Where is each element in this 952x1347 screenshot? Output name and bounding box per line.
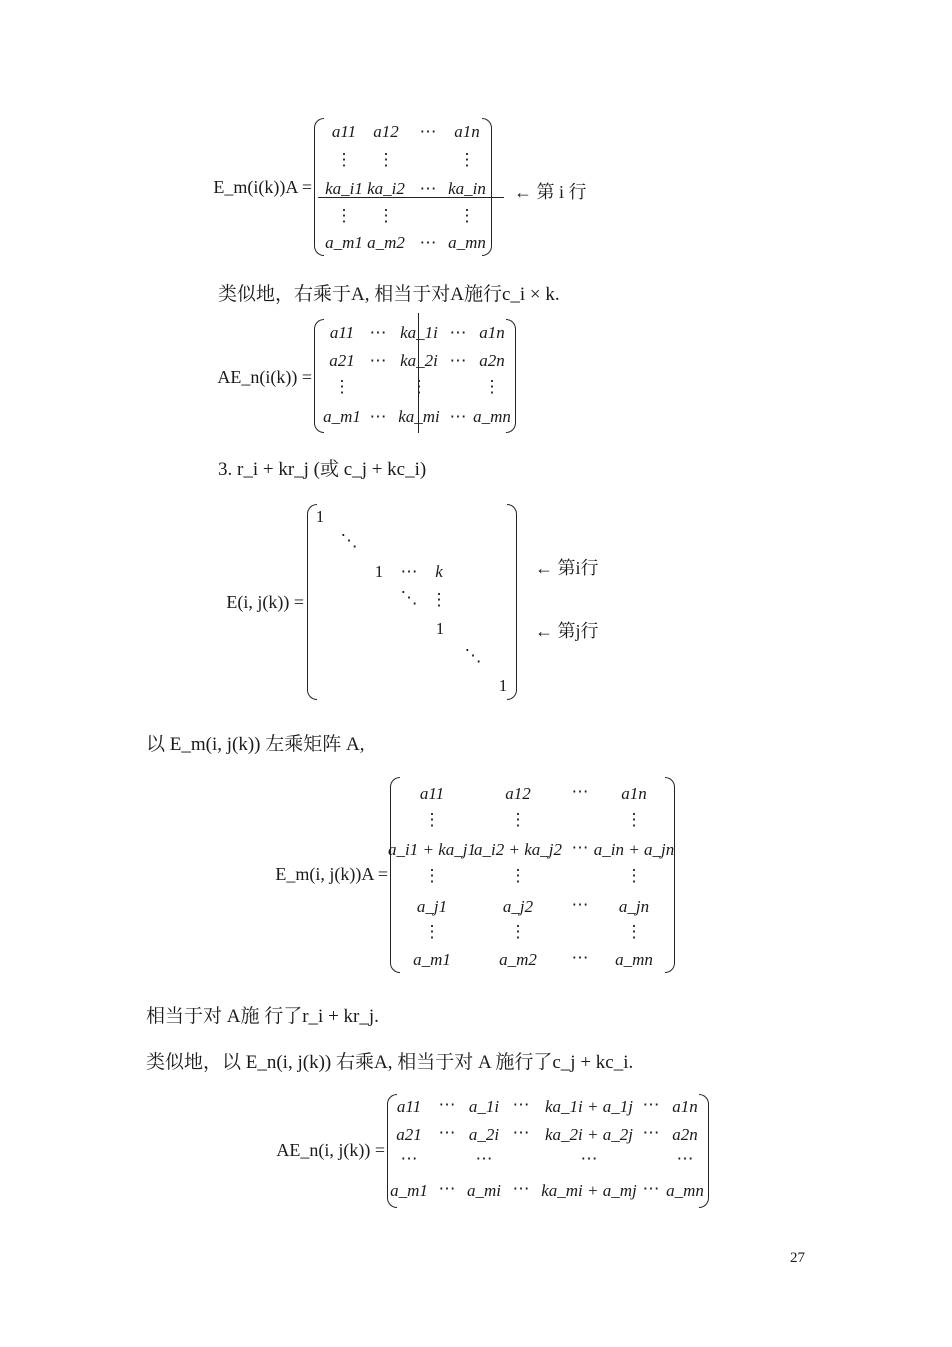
matrix-cell: ⋯ bbox=[419, 233, 437, 252]
matrix-cell: a11 bbox=[331, 122, 357, 141]
matrix-cell: ⋮ bbox=[377, 150, 395, 169]
matrix-cell: ⋮ bbox=[458, 150, 476, 169]
matrix-cell: a11 bbox=[329, 323, 355, 342]
matrix-cell: ⋮ bbox=[625, 810, 643, 829]
matrix-cell: ⋮ bbox=[509, 866, 527, 885]
matrix-cell: a_j1 bbox=[416, 897, 448, 916]
matrix-cell: 1 bbox=[374, 562, 384, 581]
matrix-cell: a_2i bbox=[468, 1125, 500, 1144]
matrix-cell: ka_2i + a_2j bbox=[545, 1125, 633, 1144]
matrix-cell: ⋯ bbox=[419, 179, 437, 198]
matrix-cell: ⋮ bbox=[509, 922, 527, 941]
matrix-cell: ⋯ bbox=[449, 351, 467, 370]
block3-lhs: E(i, j(k)) = bbox=[226, 592, 304, 612]
row-highlight-line bbox=[318, 197, 504, 198]
matrix-cell: ⋯ bbox=[438, 1179, 456, 1198]
matrix-cell: a_m2 bbox=[367, 233, 405, 252]
matrix-cell: a_in + a_jn bbox=[593, 840, 675, 859]
left-paren bbox=[390, 777, 400, 973]
matrix-cell: ⋯ bbox=[571, 782, 589, 801]
matrix-cell: ⋮ bbox=[333, 377, 351, 396]
paragraph-text: 3. r_i + kr_j (或 c_j + kc_i) bbox=[218, 459, 427, 480]
matrix-cell: a21 bbox=[329, 351, 355, 370]
matrix-cell: ⋮ bbox=[458, 206, 476, 225]
matrix-cell: ⋮ bbox=[377, 206, 395, 225]
matrix-cell: ⋮ bbox=[625, 922, 643, 941]
matrix-cell: ka_i2 bbox=[367, 179, 405, 198]
right-paren bbox=[507, 504, 517, 700]
block4-lhs: E_m(i, j(k))A = bbox=[275, 864, 388, 884]
matrix-cell: a1n bbox=[479, 323, 505, 342]
matrix-cell: a_mn bbox=[448, 233, 486, 252]
matrix-cell: 1 bbox=[315, 507, 325, 526]
block3-matrix bbox=[307, 504, 517, 700]
paragraph-text: 类似地，以 E_n(i, j(k)) 右乘A, 相当于对 A 施行了c_j + kc_i. bbox=[146, 1052, 634, 1073]
matrix-cell: ⋯ bbox=[419, 122, 437, 141]
block2-lhs: AE_n(i(k)) = bbox=[217, 367, 312, 387]
matrix-cell: ⋯ bbox=[571, 838, 589, 857]
matrix-cell: ⋮ bbox=[625, 866, 643, 885]
matrix-cell: ⋯ bbox=[512, 1123, 530, 1142]
matrix-cell: a_j2 bbox=[502, 897, 534, 916]
matrix-cell: 1 bbox=[498, 676, 508, 695]
matrix-cell: ⋯ bbox=[642, 1123, 660, 1142]
block1-matrix bbox=[314, 118, 492, 256]
column-highlight-line bbox=[418, 313, 419, 433]
matrix-cell: ⋱ bbox=[464, 646, 482, 665]
matrix-cell: a_mn bbox=[666, 1181, 704, 1200]
matrix-cell: a_m1 bbox=[325, 233, 363, 252]
paragraph-text: 类似地，右乘于A, 相当于对A施行c_i × k. bbox=[218, 284, 560, 305]
paragraph-text: 以 E_m(i, j(k)) 左乘矩阵 A, bbox=[146, 734, 365, 755]
block5-lhs: AE_n(i, j(k)) = bbox=[276, 1140, 385, 1160]
matrix-cell: ⋮ bbox=[509, 810, 527, 829]
block1-row-arrow: ← 第 i 行 bbox=[514, 182, 587, 202]
matrix-cell: ka_1i + a_1j bbox=[545, 1097, 633, 1116]
matrix-cell: 1 bbox=[435, 619, 445, 638]
matrix-cell: ⋯ bbox=[580, 1149, 598, 1168]
matrix-cell: ⋯ bbox=[642, 1095, 660, 1114]
block2-matrix bbox=[314, 319, 516, 433]
matrix-cell: a_mi bbox=[467, 1181, 501, 1200]
block1-lhs: E_m(i(k))A = bbox=[213, 177, 312, 197]
matrix-cell: ⋱ bbox=[400, 588, 418, 607]
matrix-cell: ⋯ bbox=[449, 323, 467, 342]
matrix-cell: ⋯ bbox=[400, 1149, 418, 1168]
matrix-cell: ka_2i bbox=[400, 351, 438, 370]
matrix-cell: ⋮ bbox=[483, 377, 501, 396]
matrix-cell: a_m1 bbox=[323, 407, 361, 426]
paragraph-text: 相当于对 A施 行了r_i + kr_j. bbox=[146, 1006, 379, 1027]
matrix-cell: ⋮ bbox=[423, 866, 441, 885]
matrix-cell: ⋮ bbox=[335, 150, 353, 169]
matrix-cell: a12 bbox=[373, 122, 399, 141]
matrix-cell: ka_1i bbox=[400, 323, 438, 342]
matrix-cell: a_mn bbox=[615, 950, 653, 969]
matrix-cell: a_i2 + ka_j2 bbox=[474, 840, 562, 859]
matrix-cell: a2n bbox=[479, 351, 505, 370]
matrix-cell: ⋯ bbox=[400, 562, 418, 581]
matrix-cell: ka_mi bbox=[398, 407, 440, 426]
matrix-cell: ⋯ bbox=[438, 1095, 456, 1114]
matrix-cell: ⋯ bbox=[369, 407, 387, 426]
matrix-cell: ka_i1 bbox=[325, 179, 363, 198]
matrix-cell: ka_mi + a_mj bbox=[541, 1181, 637, 1200]
right-paren bbox=[665, 777, 675, 973]
matrix-cell: ⋮ bbox=[423, 922, 441, 941]
matrix-cell: a_i1 + ka_j1 bbox=[388, 840, 476, 859]
matrix-cell: ⋯ bbox=[512, 1179, 530, 1198]
matrix-cell: ⋯ bbox=[369, 351, 387, 370]
matrix-cell: ⋮ bbox=[423, 810, 441, 829]
matrix-cell: ⋯ bbox=[369, 323, 387, 342]
block4-matrix bbox=[390, 777, 675, 973]
matrix-cell: a1n bbox=[672, 1097, 698, 1116]
matrix-cell: ⋮ bbox=[430, 590, 448, 609]
matrix-cell: ⋮ bbox=[335, 206, 353, 225]
matrix-cell: a11 bbox=[396, 1097, 422, 1116]
matrix-cell: a1n bbox=[621, 784, 647, 803]
row-j-arrow: ← 第j行 bbox=[535, 621, 599, 641]
matrix-cell: a_m2 bbox=[499, 950, 537, 969]
matrix-cell: a_1i bbox=[468, 1097, 500, 1116]
matrix-cell: k bbox=[435, 562, 443, 581]
left-paren bbox=[307, 504, 317, 700]
matrix-cell: ⋱ bbox=[340, 531, 358, 550]
row-i-arrow: ← 第i行 bbox=[535, 558, 599, 578]
matrix-cell: ⋯ bbox=[449, 407, 467, 426]
page-number: 27 bbox=[790, 1250, 805, 1266]
matrix-cell: a1n bbox=[454, 122, 480, 141]
block5-matrix bbox=[387, 1094, 709, 1208]
matrix-cell: ⋯ bbox=[438, 1123, 456, 1142]
matrix-cell: ⋯ bbox=[676, 1149, 694, 1168]
matrix-cell: ⋯ bbox=[571, 895, 589, 914]
matrix-cell: ⋯ bbox=[475, 1149, 493, 1168]
matrix-cell: a_m1 bbox=[390, 1181, 428, 1200]
matrix-cell: a_m1 bbox=[413, 950, 451, 969]
matrix-cell: a21 bbox=[396, 1125, 422, 1144]
matrix-cell: ⋯ bbox=[512, 1095, 530, 1114]
matrix-cell: a11 bbox=[419, 784, 445, 803]
matrix-cell: a_mn bbox=[473, 407, 511, 426]
matrix-cell: ⋯ bbox=[642, 1179, 660, 1198]
left-paren bbox=[314, 118, 324, 256]
matrix-cell: ⋯ bbox=[571, 948, 589, 967]
matrix-cell: a2n bbox=[672, 1125, 698, 1144]
matrix-cell: ⋮ bbox=[410, 377, 428, 396]
matrix-cell: a_jn bbox=[618, 897, 650, 916]
matrix-cell: ka_in bbox=[448, 179, 486, 198]
matrix-cell: a12 bbox=[505, 784, 531, 803]
